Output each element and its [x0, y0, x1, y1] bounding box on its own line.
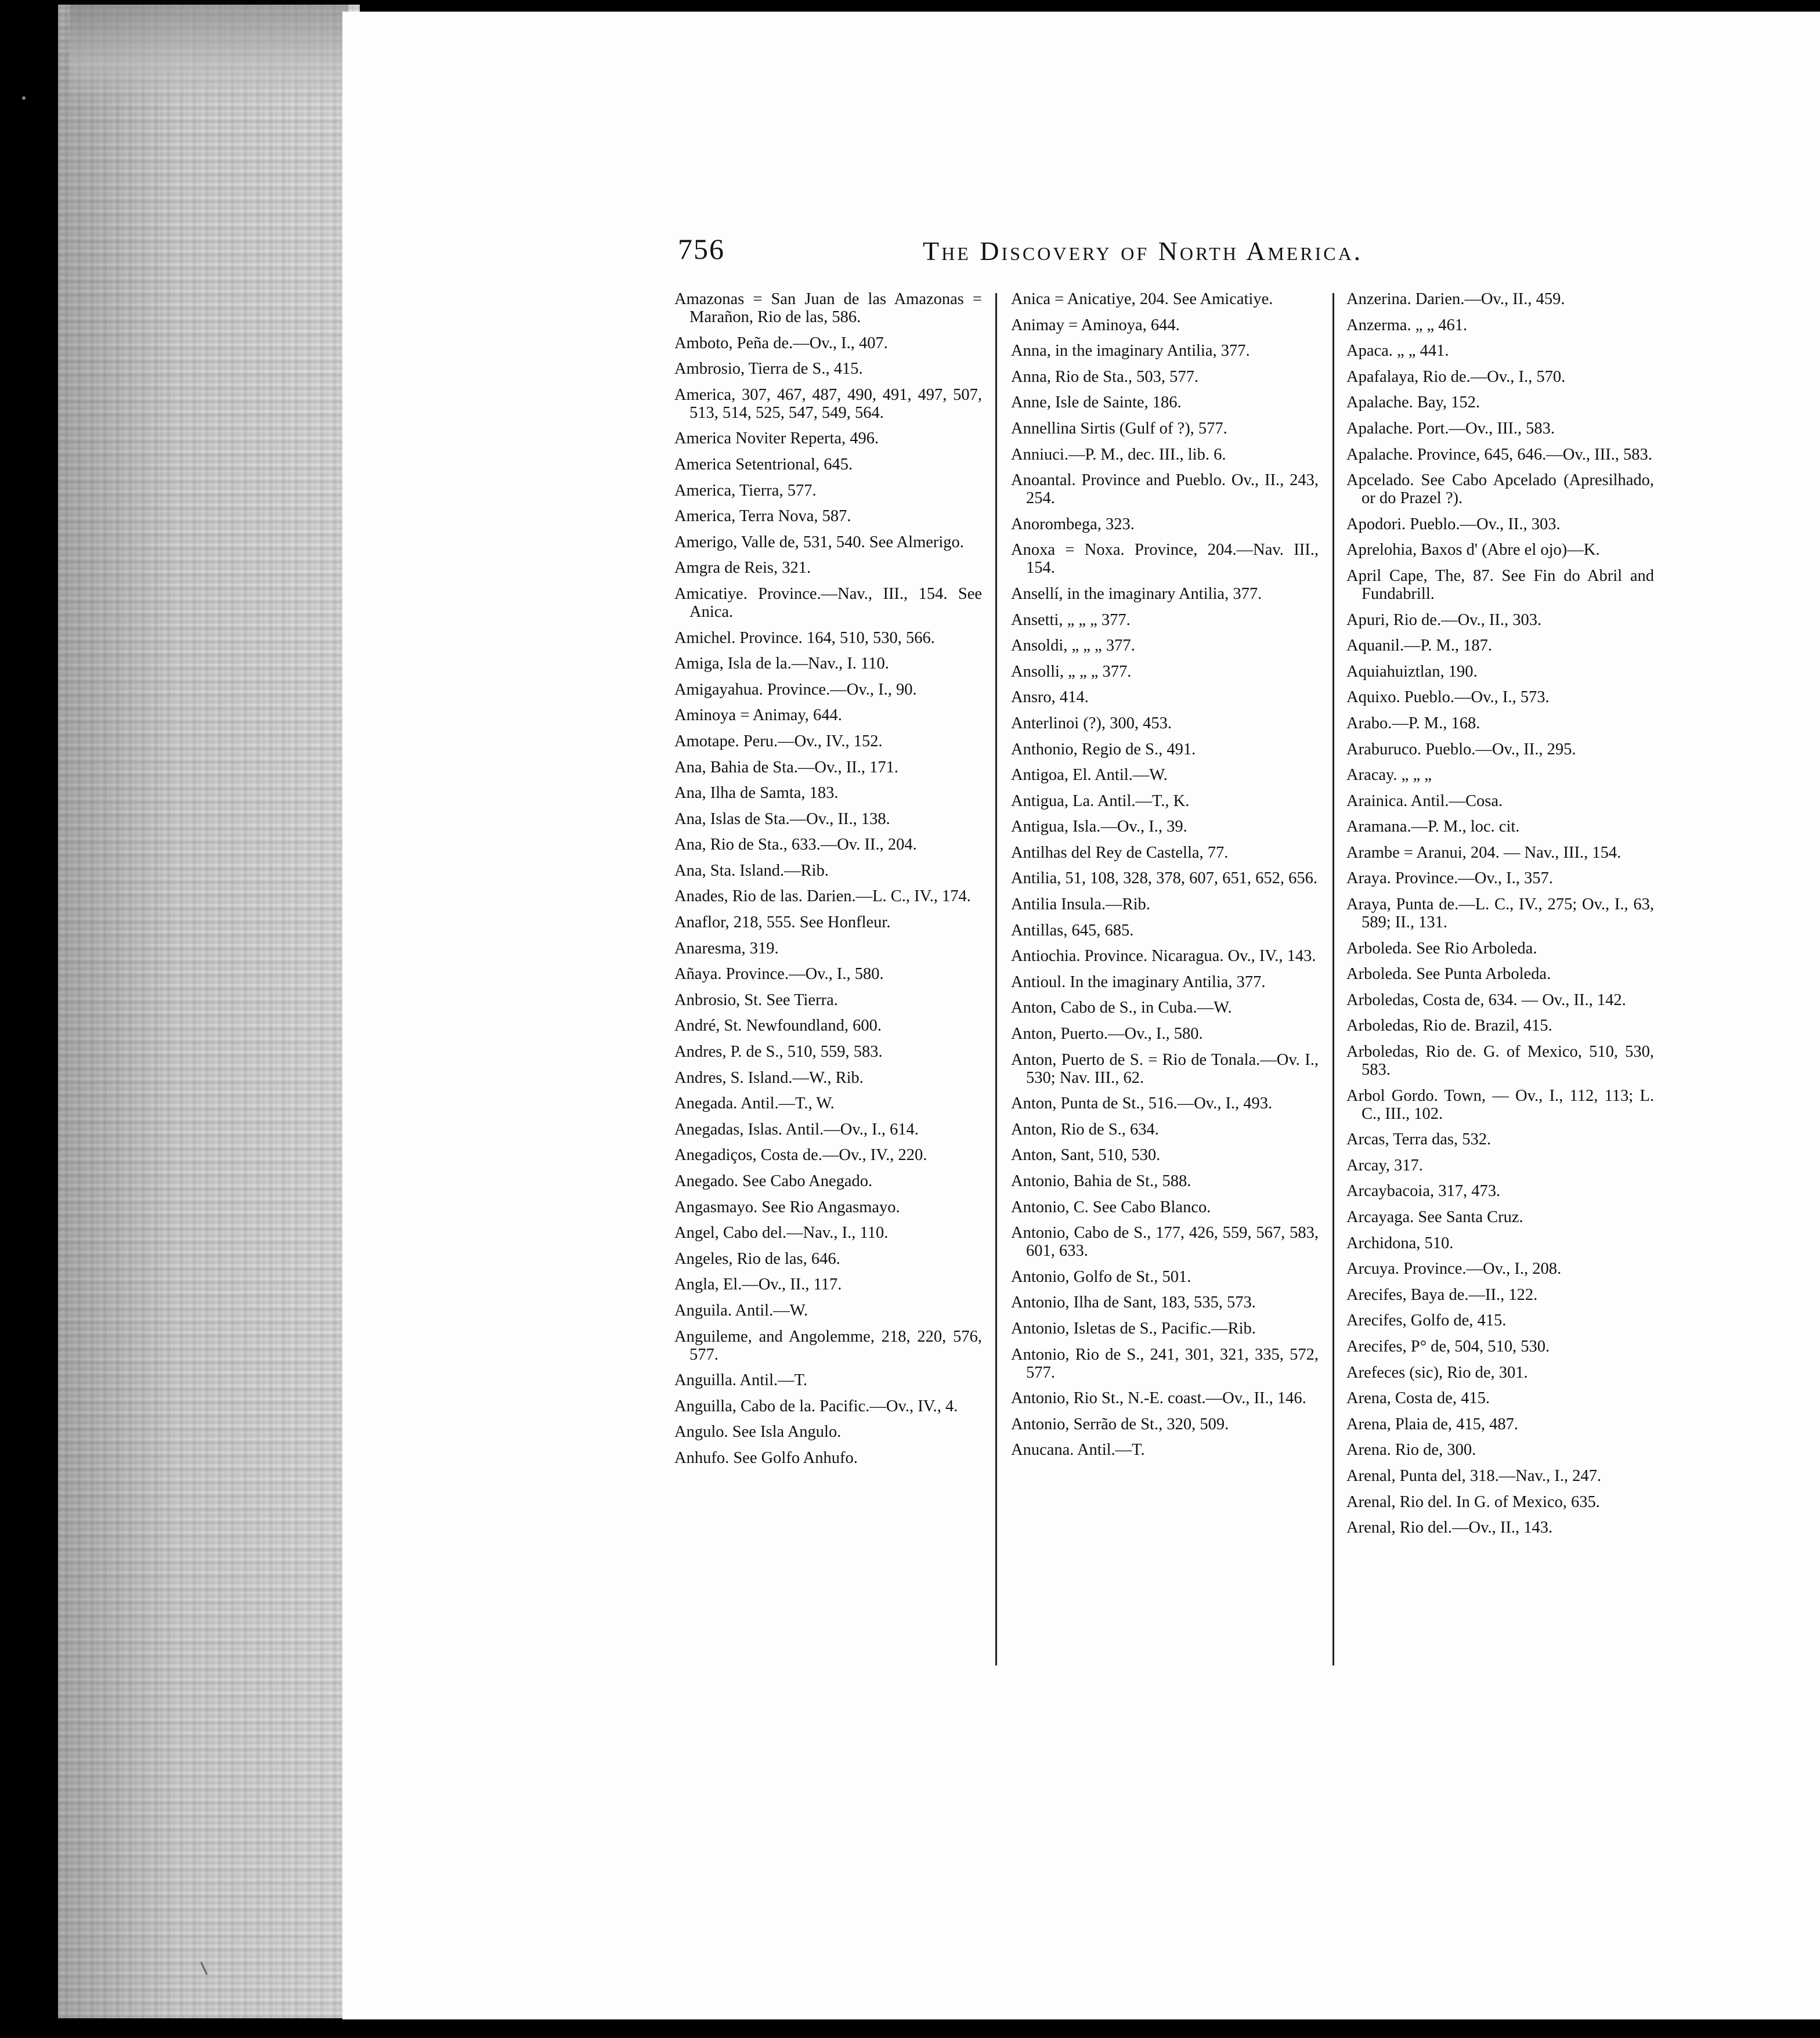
index-entry: Antillas, 645, 685. — [1011, 921, 1134, 939]
index-entry: America Setentrional, 645. — [674, 455, 853, 474]
index-entry: Anegadiços, Costa de.—Ov., IV., 220. — [674, 1146, 927, 1165]
index-entry: Arcay, 317. — [1346, 1156, 1423, 1175]
index-entry: Aquiahuiztlan, 190. — [1346, 662, 1478, 681]
index-entry: Antiochia. Province. Nicaragua. Ov., IV., 143. — [1011, 947, 1316, 966]
index-entry: Anniuci.—P. M., dec. III., lib. 6. — [1011, 445, 1226, 464]
index-entry: Antigua, La. Antil.—T., K. — [1011, 792, 1190, 810]
index-entry: Anades, Rio de las. Darien.—L. C., IV., 174. — [674, 887, 971, 906]
index-entry: Antonio, Rio St., N.-E. coast.—Ov., II., 146. — [1011, 1389, 1306, 1408]
index-entry: Aprelohia, Baxos d' (Abre el ojo)—K. — [1346, 541, 1600, 559]
index-entry: Apalache. Province, 645, 646.—Ov., III., 583. — [1346, 445, 1652, 464]
index-entry: Arboleda. See Rio Arboleda. — [1346, 939, 1537, 957]
index-entry: Anbrosio, St. See Tierra. — [674, 991, 838, 1009]
index-entry: Araburuco. Pueblo.—Ov., II., 295. — [1346, 740, 1576, 758]
index-entry: Anguilla, Cabo de la. Pacific.—Ov., IV., 4. — [674, 1397, 958, 1415]
index-entry: Archidona, 510. — [1346, 1234, 1454, 1252]
index-column-1 — [674, 290, 982, 1475]
index-entry: Aquanil.—P. M., 187. — [1346, 637, 1492, 655]
index-entry: Antonio, C. See Cabo Blanco. — [1011, 1198, 1211, 1216]
index-entry: Amgra de Reis, 321. — [674, 559, 811, 577]
index-entry: Amerigo, Valle de, 531, 540. See Almerigo. — [674, 533, 964, 551]
index-entry: Arenal, Rio del. In G. of Mexico, 635. — [1346, 1493, 1600, 1511]
index-entry: Anhufo. See Golfo Anhufo. — [674, 1448, 858, 1467]
index-entry: Anegada. Antil.—T., W. — [674, 1094, 835, 1113]
index-entry: Arenal, Punta del, 318.—Nav., I., 247. — [1346, 1466, 1602, 1485]
index-entry: Antonio, Rio de S., 241, 301, 321, 335, 572, 577. — [1011, 1345, 1319, 1382]
index-columns — [342, 290, 1820, 1683]
index-entry: Apcelado. See Cabo Apcelado (Apresilhado, or do Prazel ?). — [1346, 471, 1654, 508]
index-entry: Anzerina. Darien.—Ov., II., 459. — [1346, 290, 1565, 308]
index-entry: Anne, Isle de Sainte, 186. — [1011, 393, 1182, 412]
index-entry: Ansoldi, „ „ „ 377. — [1011, 637, 1135, 655]
index-entry: America, 307, 467, 487, 490, 491, 497, 507, 513, 514, 525, 547, 549, 564. — [674, 385, 982, 422]
index-entry: Arcas, Terra das, 532. — [1346, 1130, 1492, 1149]
index-entry: Anton, Punta de St., 516.—Ov., I., 493. — [1011, 1094, 1273, 1113]
index-column-3 — [1346, 290, 1654, 1545]
index-entry: Anton, Cabo de S., in Cuba.—W. — [1011, 999, 1232, 1017]
index-entry: Anoxa = Noxa. Province, 204.—Nav. III., 154. — [1011, 541, 1319, 577]
book-page — [342, 12, 1820, 2019]
index-entry: Ana, Ilha de Samta, 183. — [674, 784, 839, 803]
index-entry: Antigoa, El. Antil.—W. — [1011, 766, 1168, 785]
index-entry: Arena, Costa de, 415. — [1346, 1389, 1490, 1408]
index-entry: Amazonas = San Juan de las Amazonas = Marañon, Rio de las, 586. — [674, 290, 982, 326]
index-entry: Antonio, Bahia de St., 588. — [1011, 1172, 1191, 1190]
index-entry: Anica = Anicatiye, 204. See Amicatiye. — [1011, 290, 1273, 308]
running-title: The Discovery of North America. — [923, 236, 1363, 266]
index-entry: Ana, Bahia de Sta.—Ov., II., 171. — [674, 758, 898, 776]
index-entry: Anguilla. Antil.—T. — [674, 1371, 808, 1390]
index-entry: Arambe = Aranui, 204. — Nav., III., 154. — [1346, 843, 1622, 862]
index-entry: Angulo. See Isla Angulo. — [674, 1423, 842, 1441]
index-entry: Antioul. In the imaginary Antilia, 377. — [1011, 973, 1266, 991]
index-entry: Anegadas, Islas. Antil.—Ov., I., 614. — [674, 1120, 919, 1139]
index-entry: Angel, Cabo del.—Nav., I., 110. — [674, 1224, 889, 1242]
index-entry: Apafalaya, Rio de.—Ov., I., 570. — [1346, 367, 1566, 386]
index-entry: Arboledas, Rio de. Brazil, 415. — [1346, 1017, 1552, 1035]
index-entry: Ansro, 414. — [1011, 688, 1089, 707]
book-page-edges — [58, 5, 360, 2018]
index-entry: America, Tierra, 577. — [674, 481, 817, 500]
index-entry: Amicatiye. Province.—Nav., III., 154. See Anica. — [674, 584, 982, 621]
index-entry: Apalache. Port.—Ov., III., 583. — [1346, 419, 1555, 438]
index-entry: Arainica. Antil.—Cosa. — [1346, 792, 1503, 810]
index-entry: Antilia Insula.—Rib. — [1011, 895, 1150, 914]
index-entry: Angasmayo. See Rio Angasmayo. — [674, 1198, 900, 1216]
index-entry: Antilhas del Rey de Castella, 77. — [1011, 843, 1229, 862]
index-entry: Arabo.—P. M., 168. — [1346, 714, 1480, 732]
index-entry: Arcayaga. See Santa Cruz. — [1346, 1208, 1523, 1226]
index-entry: Angeles, Rio de las, 646. — [674, 1249, 840, 1268]
index-column-2 — [1011, 290, 1319, 1467]
index-entry: Arecifes, Golfo de, 415. — [1346, 1311, 1507, 1330]
index-entry: Apuri, Rio de.—Ov., II., 303. — [1346, 610, 1542, 629]
index-entry: Arboledas, Rio de. G. of Mexico, 510, 530, 583. — [1346, 1043, 1654, 1079]
index-entry: America Noviter Reperta, 496. — [674, 429, 879, 448]
index-entry: Arbol Gordo. Town, — Ov., I., 112, 113; L. C., III., 102. — [1346, 1086, 1654, 1123]
index-entry: Amiga, Isla de la.—Nav., I. 110. — [674, 655, 889, 673]
index-entry: Andres, P. de S., 510, 559, 583. — [674, 1043, 883, 1061]
index-entry: Apalache. Bay, 152. — [1346, 393, 1480, 412]
index-entry: Anorombega, 323. — [1011, 515, 1135, 533]
index-entry: Arecifes, Baya de.—II., 122. — [1346, 1285, 1538, 1304]
index-entry: Arena. Rio de, 300. — [1346, 1441, 1476, 1459]
index-entry: Añaya. Province.—Ov., I., 580. — [674, 965, 884, 984]
index-entry: Antonio, Serrão de St., 320, 509. — [1011, 1415, 1229, 1433]
index-entry: Ana, Islas de Sta.—Ov., II., 138. — [674, 810, 890, 828]
index-entry: Amotape. Peru.—Ov., IV., 152. — [674, 732, 883, 750]
index-entry: Arcaybacoia, 317, 473. — [1346, 1182, 1501, 1201]
index-entry: Anton, Rio de S., 634. — [1011, 1120, 1159, 1139]
index-entry: Anna, Rio de Sta., 503, 577. — [1011, 367, 1198, 386]
index-entry: Apodori. Pueblo.—Ov., II., 303. — [1346, 515, 1561, 533]
index-entry: Aquixo. Pueblo.—Ov., I., 573. — [1346, 688, 1550, 707]
index-entry: Anthonio, Regio de S., 491. — [1011, 740, 1196, 758]
index-entry: Amigayahua. Province.—Ov., I., 90. — [674, 680, 917, 699]
index-entry: Arefeces (sic), Rio de, 301. — [1346, 1363, 1528, 1382]
index-entry: Anoantal. Province and Pueblo. Ov., II., 243, 254. — [1011, 471, 1319, 508]
index-entry: Anzerma. „ „ 461. — [1346, 316, 1468, 334]
index-entry: Arboledas, Costa de, 634. — Ov., II., 142. — [1346, 991, 1626, 1009]
index-entry: Arcuya. Province.—Ov., I., 208. — [1346, 1260, 1562, 1278]
index-entry: Angla, El.—Ov., II., 117. — [674, 1275, 842, 1294]
index-entry: Ansetti, „ „ „ 377. — [1011, 610, 1131, 629]
index-entry: Andres, S. Island.—W., Rib. — [674, 1068, 864, 1087]
index-entry: Anaresma, 319. — [674, 939, 779, 957]
index-entry: Anucana. Antil.—T. — [1011, 1441, 1145, 1459]
index-entry: Aminoya = Animay, 644. — [674, 706, 842, 725]
index-entry: Ana, Rio de Sta., 633.—Ov. II., 204. — [674, 836, 917, 854]
index-entry: Anton, Puerto.—Ov., I., 580. — [1011, 1025, 1203, 1043]
index-entry: Aramana.—P. M., loc. cit. — [1346, 818, 1520, 836]
index-entry: Araya. Province.—Ov., I., 357. — [1346, 869, 1553, 888]
index-entry: Anterlinoi (?), 300, 453. — [1011, 714, 1172, 732]
index-entry: Annellina Sirtis (Gulf of ?), 577. — [1011, 419, 1227, 438]
scan-speck — [22, 96, 26, 100]
index-entry: Anegado. See Cabo Anegado. — [674, 1172, 873, 1190]
index-entry: Apaca. „ „ 441. — [1346, 342, 1449, 360]
page-number: 756 — [678, 233, 725, 265]
index-entry: Anguila. Antil.—W. — [674, 1301, 808, 1320]
index-entry: Antonio, Cabo de S., 177, 426, 559, 567, 583, 601, 633. — [1011, 1224, 1319, 1260]
page-header — [342, 232, 1820, 279]
index-entry: Araya, Punta de.—L. C., IV., 275; Ov., I., 63, 589; II., 131. — [1346, 895, 1654, 932]
index-entry: André, St. Newfoundland, 600. — [674, 1017, 882, 1035]
index-entry: Arena, Plaia de, 415, 487. — [1346, 1415, 1519, 1433]
index-entry: Antilia, 51, 108, 328, 378, 607, 651, 652, 656. — [1011, 869, 1318, 888]
index-entry: America, Terra Nova, 587. — [674, 507, 851, 526]
index-entry: Arboleda. See Punta Arboleda. — [1346, 965, 1551, 984]
index-entry: Amichel. Province. 164, 510, 530, 566. — [674, 628, 935, 647]
index-entry: Anaflor, 218, 555. See Honfleur. — [674, 913, 891, 932]
index-entry: April Cape, The, 87. See Fin do Abril and Fundabrill. — [1346, 566, 1654, 603]
index-entry: Ana, Sta. Island.—Rib. — [674, 861, 829, 880]
index-entry: Anna, in the imaginary Antilia, 377. — [1011, 342, 1250, 360]
index-entry: Anton, Puerto de S. = Rio de Tonala.—Ov. I., 530; Nav. III., 62. — [1011, 1050, 1319, 1087]
index-entry: Amboto, Peña de.—Ov., I., 407. — [674, 334, 888, 352]
index-entry: Ansellí, in the imaginary Antilia, 377. — [1011, 584, 1262, 603]
index-entry: Ansolli, „ „ „ 377. — [1011, 662, 1132, 681]
index-entry: Antonio, Isletas de S., Pacific.—Rib. — [1011, 1319, 1256, 1338]
index-entry: Antigua, Isla.—Ov., I., 39. — [1011, 818, 1187, 836]
index-entry: Arecifes, P° de, 504, 510, 530. — [1346, 1337, 1550, 1356]
index-entry: Aracay. „ „ „ — [1346, 766, 1432, 785]
index-entry: Anton, Sant, 510, 530. — [1011, 1146, 1161, 1165]
index-entry: Animay = Aminoya, 644. — [1011, 316, 1180, 334]
page-edge-shadow — [70, 5, 348, 103]
index-entry: Arenal, Rio del.—Ov., II., 143. — [1346, 1519, 1553, 1537]
index-entry: Anguileme, and Angolemme, 218, 220, 576, 577. — [674, 1327, 982, 1364]
index-entry: Ambrosio, Tierra de S., 415. — [674, 360, 863, 378]
index-entry: Antonio, Golfo de St., 501. — [1011, 1267, 1191, 1286]
index-entry: Antonio, Ilha de Sant, 183, 535, 573. — [1011, 1293, 1256, 1312]
